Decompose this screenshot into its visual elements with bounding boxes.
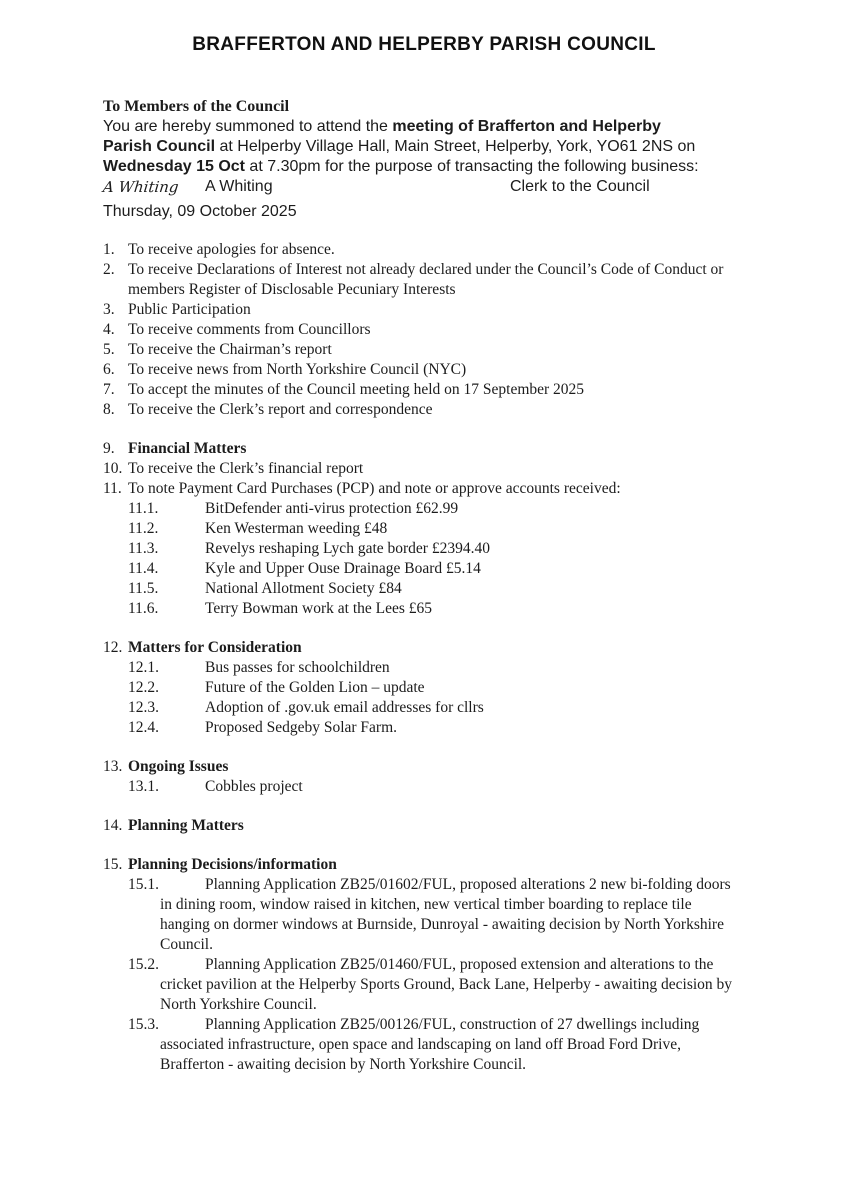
agenda-item-7 (103, 380, 735, 400)
subitem-number: 11.3. (128, 540, 159, 557)
item-number: 13. (103, 758, 123, 775)
item-number: 12. (103, 639, 123, 656)
subitem-text: Proposed Sedgeby Solar Farm. (205, 719, 398, 736)
item-number: 1. (103, 241, 115, 258)
item-text: To receive apologies for absence. (128, 241, 335, 258)
subitem-number: 15.3. (128, 1016, 159, 1033)
agenda-subitem-12-3 (128, 698, 735, 718)
subitem-text: Terry Bowman work at the Lees £65 (205, 600, 433, 617)
agenda-subitem-12-4 (128, 718, 735, 738)
agenda-item-5 (103, 340, 735, 360)
subitem-text: National Allotment Society £84 (205, 580, 402, 597)
agenda-subitem-15-2 (128, 955, 735, 1015)
agenda-item-6 (103, 360, 735, 380)
summons-line-1 (103, 117, 743, 137)
agenda-item-13 (103, 757, 735, 777)
subitem-number: 11.2. (128, 520, 159, 537)
signature-row (103, 177, 743, 197)
salutation: To Members of the Council (103, 98, 290, 115)
agenda-subitem-11-5 (128, 579, 735, 599)
agenda-subitem-11-6 (128, 599, 735, 619)
agenda-subitem-11-2 (128, 519, 735, 539)
item-number: 11. (103, 480, 122, 497)
agenda-item-12 (103, 638, 735, 658)
summons-text-bold: Wednesday 15 Oct (103, 158, 245, 175)
subitem-number: 15.1. (128, 876, 159, 893)
item-number: 5. (103, 341, 115, 358)
agenda-subitem-15-3 (128, 1015, 735, 1075)
subitem-text: Future of the Golden Lion – update (205, 679, 425, 696)
item-number: 10. (103, 460, 123, 477)
subitem-number: 11.6. (128, 600, 159, 617)
subitem-text: Cobbles project (205, 778, 303, 795)
item-number: 8. (103, 401, 115, 418)
item-text: To receive comments from Councillors (128, 321, 371, 338)
subitem-number: 11.1. (128, 500, 159, 517)
item-number: 14. (103, 817, 123, 834)
agenda-item-14 (103, 816, 735, 836)
item-text: Ongoing Issues (128, 758, 229, 775)
summons-text: You are hereby summoned to attend the (103, 118, 393, 135)
agenda-item-8 (103, 400, 735, 420)
document-title: BRAFFERTON AND HELPERBY PARISH COUNCIL (192, 34, 656, 55)
subitem-number: 12.1. (128, 659, 159, 676)
item-text: Public Participation (128, 301, 251, 318)
subitem-text: BitDefender anti-virus protection £62.99 (205, 500, 459, 517)
item-number: 15. (103, 856, 123, 873)
agenda-item-4 (103, 320, 735, 340)
item-number: 6. (103, 361, 115, 378)
signature-role: Clerk to the Council (510, 178, 650, 195)
subitem-text: Ken Westerman weeding £48 (205, 520, 388, 537)
item-text: Financial Matters (128, 440, 247, 457)
agenda-item-11 (103, 479, 735, 499)
signature-printed-name: A Whiting (205, 178, 273, 195)
subitem-number: 11.4. (128, 560, 159, 577)
subitem-text: Kyle and Upper Ouse Drainage Board £5.14 (205, 560, 481, 577)
item-text: To receive the Clerk’s financial report (128, 460, 364, 477)
agenda-item-9 (103, 439, 735, 459)
subitem-text: Bus passes for schoolchildren (205, 659, 390, 676)
agenda-subitem-12-2 (128, 678, 735, 698)
item-text: Planning Matters (128, 817, 244, 834)
item-number: 3. (103, 301, 115, 318)
summons-text: at Helperby Village Hall, Main Street, Helperby, York, YO61 2NS on (215, 138, 696, 155)
agenda-item-15 (103, 855, 735, 875)
subitem-number: 12.2. (128, 679, 159, 696)
summons-text-bold: meeting of Brafferton and Helperby (392, 118, 661, 135)
summons-text-bold: Parish Council (103, 138, 216, 155)
agenda-subitem-12-1 (128, 658, 735, 678)
agenda-subitem-11-3 (128, 539, 735, 559)
subitem-number: 11.5. (128, 580, 159, 597)
subitem-number: 15.2. (128, 956, 159, 973)
subitem-text: Adoption of .gov.uk email addresses for cllrs (205, 699, 484, 716)
subitem-text: Planning Application ZB25/01602/FUL, proposed alterations 2 new bi-folding doors in dining room, window raised in kitchen, new vertical timber boarding to replace tile hanging on dormer windows at Burnside, Dunroyal - awaiting decision by North Yorkshire Council. (160, 876, 731, 953)
agenda-item-10 (103, 459, 735, 479)
item-text: To receive the Clerk’s report and correspondence (128, 401, 433, 418)
document-body (103, 97, 743, 1075)
agenda-subitem-11-4 (128, 559, 735, 579)
item-number: 2. (103, 261, 115, 278)
subitem-number: 12.3. (128, 699, 159, 716)
agenda-subitem-13-1 (128, 777, 735, 797)
subitem-text: Planning Application ZB25/01460/FUL, proposed extension and alterations to the cricket pavilion at the Helperby Sports Ground, Back Lane, Helperby - awaiting decision by North Yorkshire Council. (160, 956, 733, 1013)
item-number: 7. (103, 381, 115, 398)
item-text: To note Payment Card Purchases (PCP) and note or approve accounts received: (128, 480, 621, 497)
document-date: Thursday, 09 October 2025 (103, 203, 297, 220)
agenda-item-2 (103, 260, 735, 300)
summons-text: at 7.30pm for the purpose of transacting the following business: (244, 158, 699, 175)
item-text: Matters for Consideration (128, 639, 302, 656)
agenda-item-3 (103, 300, 735, 320)
agenda-item-1 (103, 240, 735, 260)
subitem-number: 13.1. (128, 778, 159, 795)
item-text: To receive news from North Yorkshire Council (NYC) (128, 361, 467, 378)
item-number: 4. (103, 321, 115, 338)
summons-line-3 (103, 157, 743, 177)
subitem-number: 12.4. (128, 719, 159, 736)
item-text: To receive Declarations of Interest not already declared under the Council’s Code of Conduct or members Register of Disclosable Pecuniary Interests (128, 261, 724, 298)
subitem-text: Planning Application ZB25/00126/FUL, construction of 27 dwellings including associated infrastructure, open space and landscaping on land off Broad Ford Drive, Brafferton - awaiting decision by North Yorkshire Council. (160, 1016, 700, 1073)
agenda-subitem-11-1 (128, 499, 735, 519)
item-text: To accept the minutes of the Council meeting held on 17 September 2025 (128, 381, 585, 398)
agenda-subitem-15-1 (128, 875, 735, 955)
item-number: 9. (103, 440, 115, 457)
summons-paragraph (103, 117, 743, 177)
signature-handwritten: A Whiting (102, 178, 180, 196)
item-text: Planning Decisions/information (128, 856, 337, 873)
subitem-text: Revelys reshaping Lych gate border £2394.40 (205, 540, 490, 557)
item-text: To receive the Chairman’s report (128, 341, 332, 358)
agenda-list (103, 240, 735, 1075)
summons-line-2 (103, 137, 743, 157)
